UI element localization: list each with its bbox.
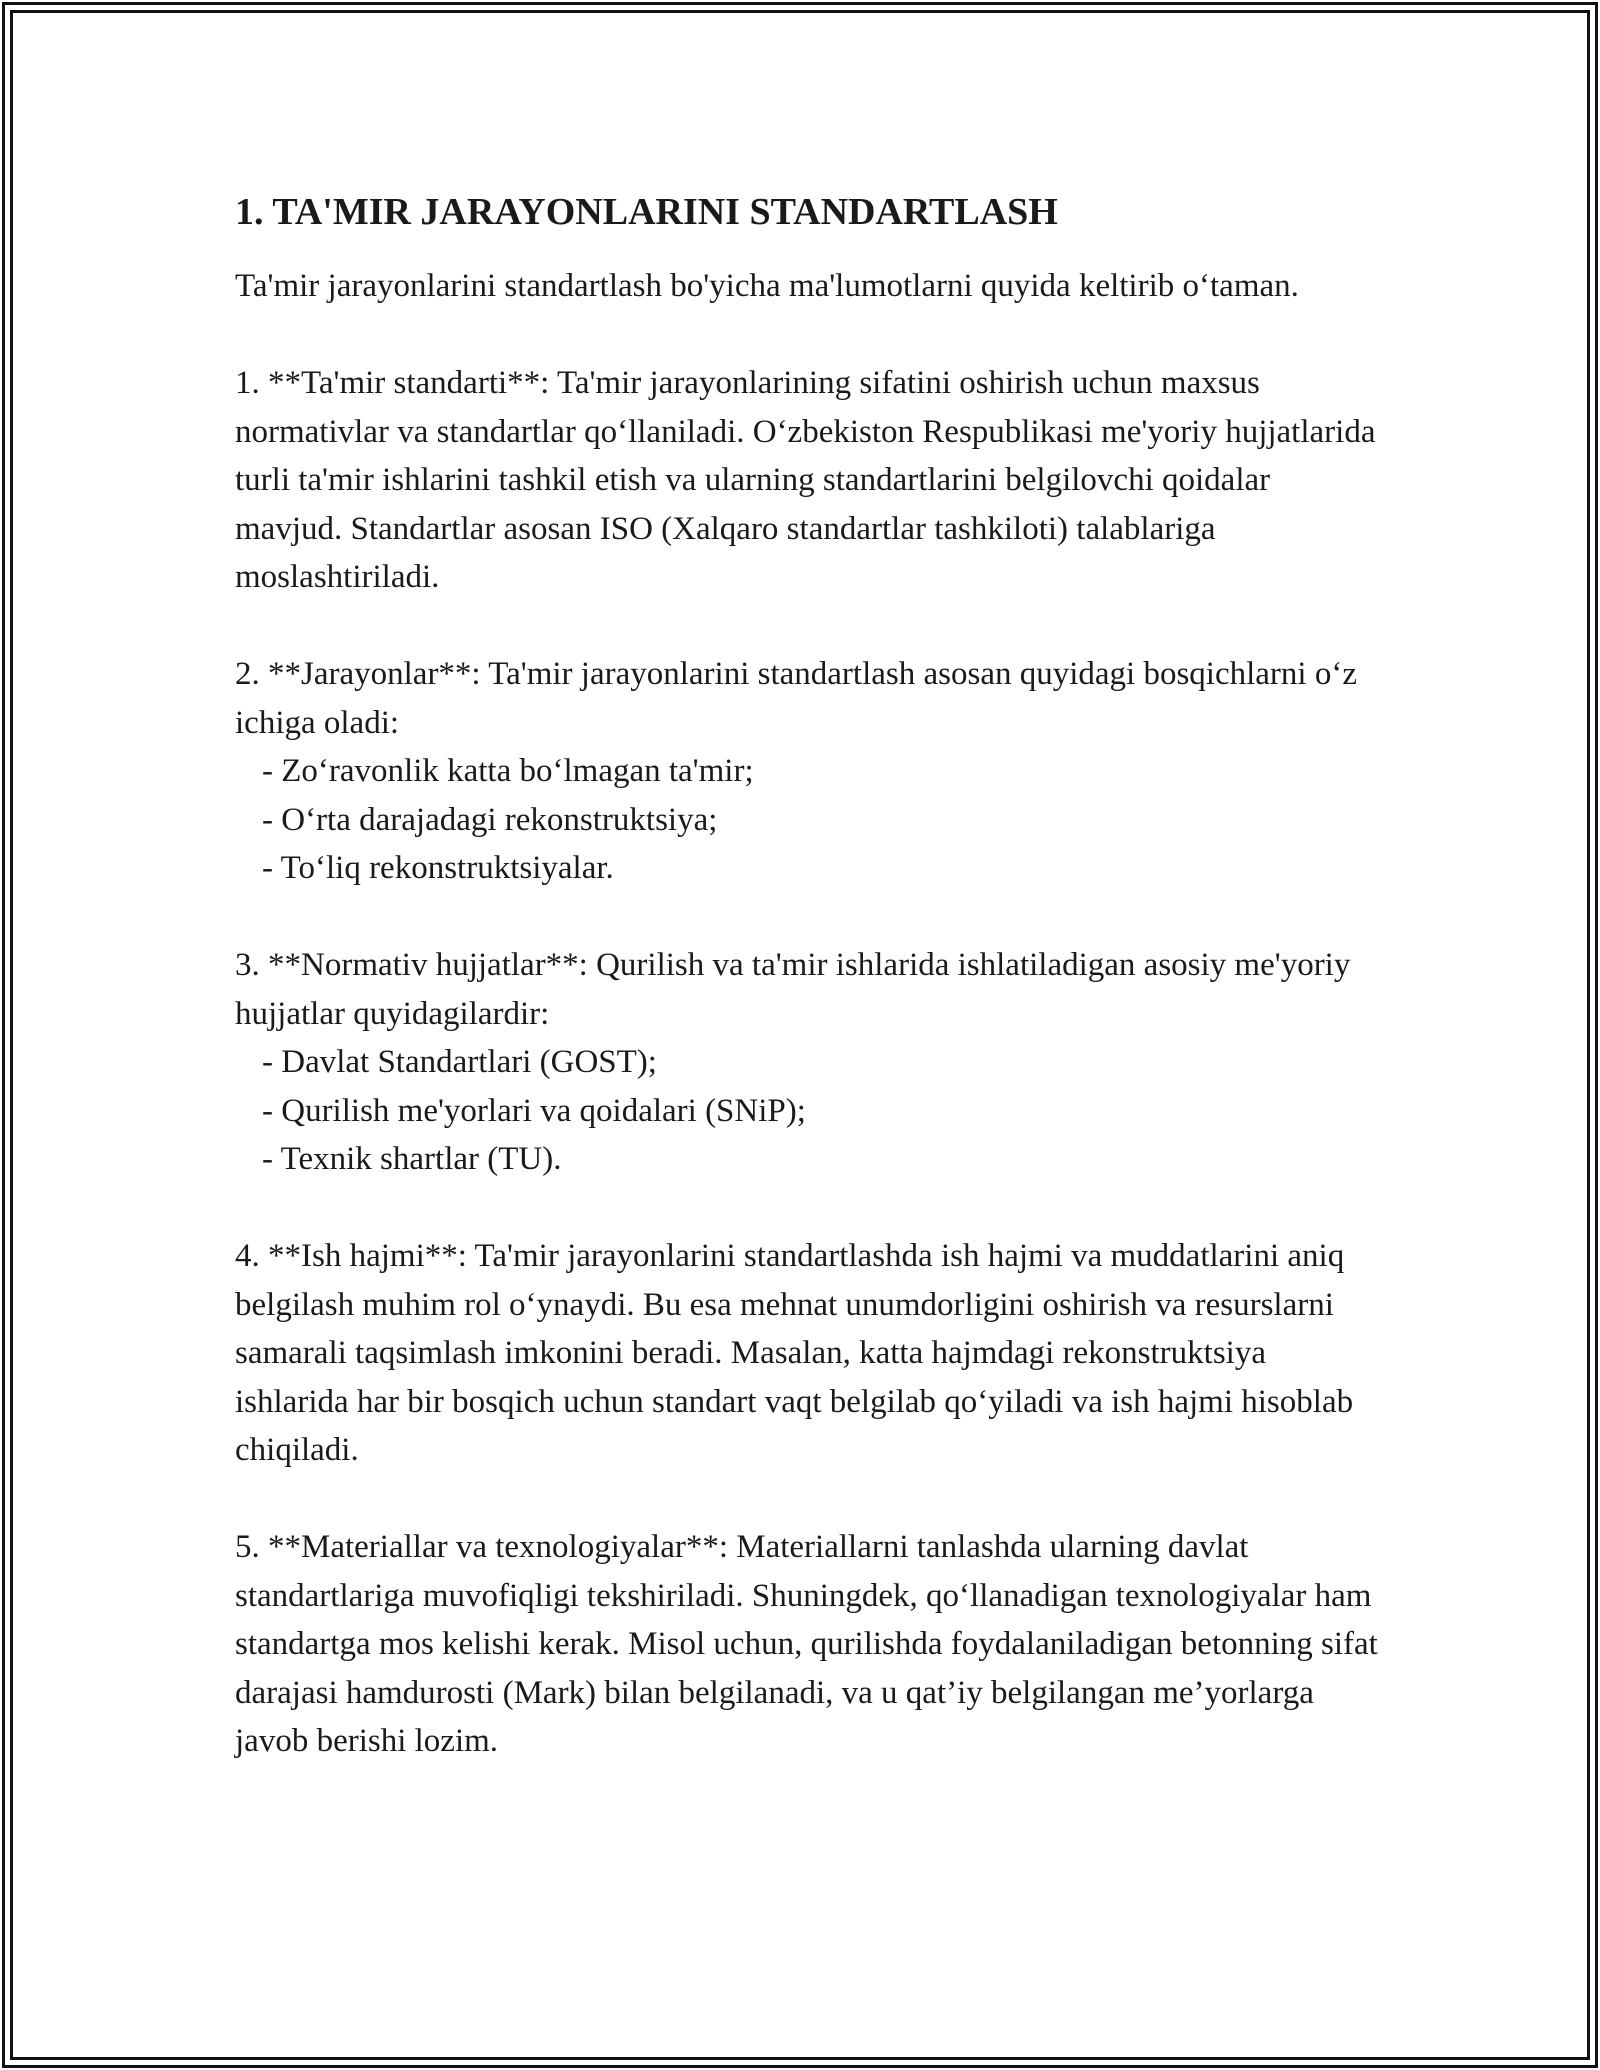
document-body [235, 186, 1385, 1766]
section-1 [235, 359, 1385, 602]
document-title: 1. TA'MIR JARAYONLARINI STANDARTLASH [235, 191, 1058, 233]
spacer [235, 1184, 1385, 1233]
spacer [235, 602, 1385, 651]
section-text: 1. **Ta'mir standarti**: Ta'mir jarayonlarining sifatini oshirish uchun maxsus normativlar va standartlar qo‘llaniladi. O‘zbekiston Respublikasi me'yoriy hujjatlarida turli ta'mir ishlarini tashkil etish va ularning standartlarini belgilovchi qoidalar mavjud. Standartlar asosan ISO (Xalqaro standartlar tashkiloti) talablariga moslashtiriladi. [235, 365, 1376, 595]
bullet-item: - O‘rta darajadagi rekonstruktsiya; [262, 801, 718, 838]
section-5 [235, 1523, 1385, 1766]
section-text: 3. **Normativ hujjatlar**: Qurilish va ta'mir ishlarida ishlatiladigan asosiy me'yoriy hujjatlar quyidagilardir: [235, 947, 1351, 1032]
section-3 [235, 941, 1385, 1184]
section-text: 4. **Ish hajmi**: Ta'mir jarayonlarini standartlashda ish hajmi va muddatlarini aniq belgilash muhim rol o‘ynaydi. Bu esa mehnat unumdorligini oshirish va resurslarni samarali taqsimlash imkonini beradi. Masalan, katta hajmdagi rekonstruktsiya ishlarida har bir bosqich uchun standart vaqt belgilab qo‘yiladi va ish hajmi hisoblab chiqiladi. [235, 1238, 1354, 1468]
bullet-item: - Zo‘ravonlik katta bo‘lmagan ta'mir; [262, 753, 754, 789]
bullet-item: - Qurilish me'yorlari va qoidalari (SNiP); [262, 1092, 806, 1129]
section-text: 5. **Materiallar va texnologiyalar**: Materiallarni tanlashda ularning davlat standartlariga muvofiqligi tekshiriladi. Shuningdek, qo‘llanadigan texnologiyalar ham standartga mos kelishi kerak. Misol uchun, qurilishda foydalaniladigan betonning sifat darajasi hamdurosti (Mark) bilan belgilanadi, va u qat’iy belgilangan me’yorlarga javob berishi lozim. [235, 1529, 1378, 1759]
section-2 [235, 650, 1385, 893]
intro-paragraph: Ta'mir jarayonlarini standartlash bo'yicha ma'lumotlarni quyida keltirib o‘taman. [235, 268, 1299, 304]
bullet-item: - Davlat Standartlari (GOST); [262, 1044, 657, 1080]
section-text: 2. **Jarayonlar**: Ta'mir jarayonlarini standartlash asosan quyidagi bosqichlarni o‘z ichiga oladi: [235, 656, 1357, 741]
spacer [235, 893, 1385, 942]
spacer [235, 311, 1385, 360]
section-4 [235, 1232, 1385, 1475]
spacer [235, 1475, 1385, 1524]
bullet-item: - To‘liq rekonstruktsiyalar. [262, 850, 614, 886]
bullet-item: - Texnik shartlar (TU). [262, 1141, 562, 1177]
